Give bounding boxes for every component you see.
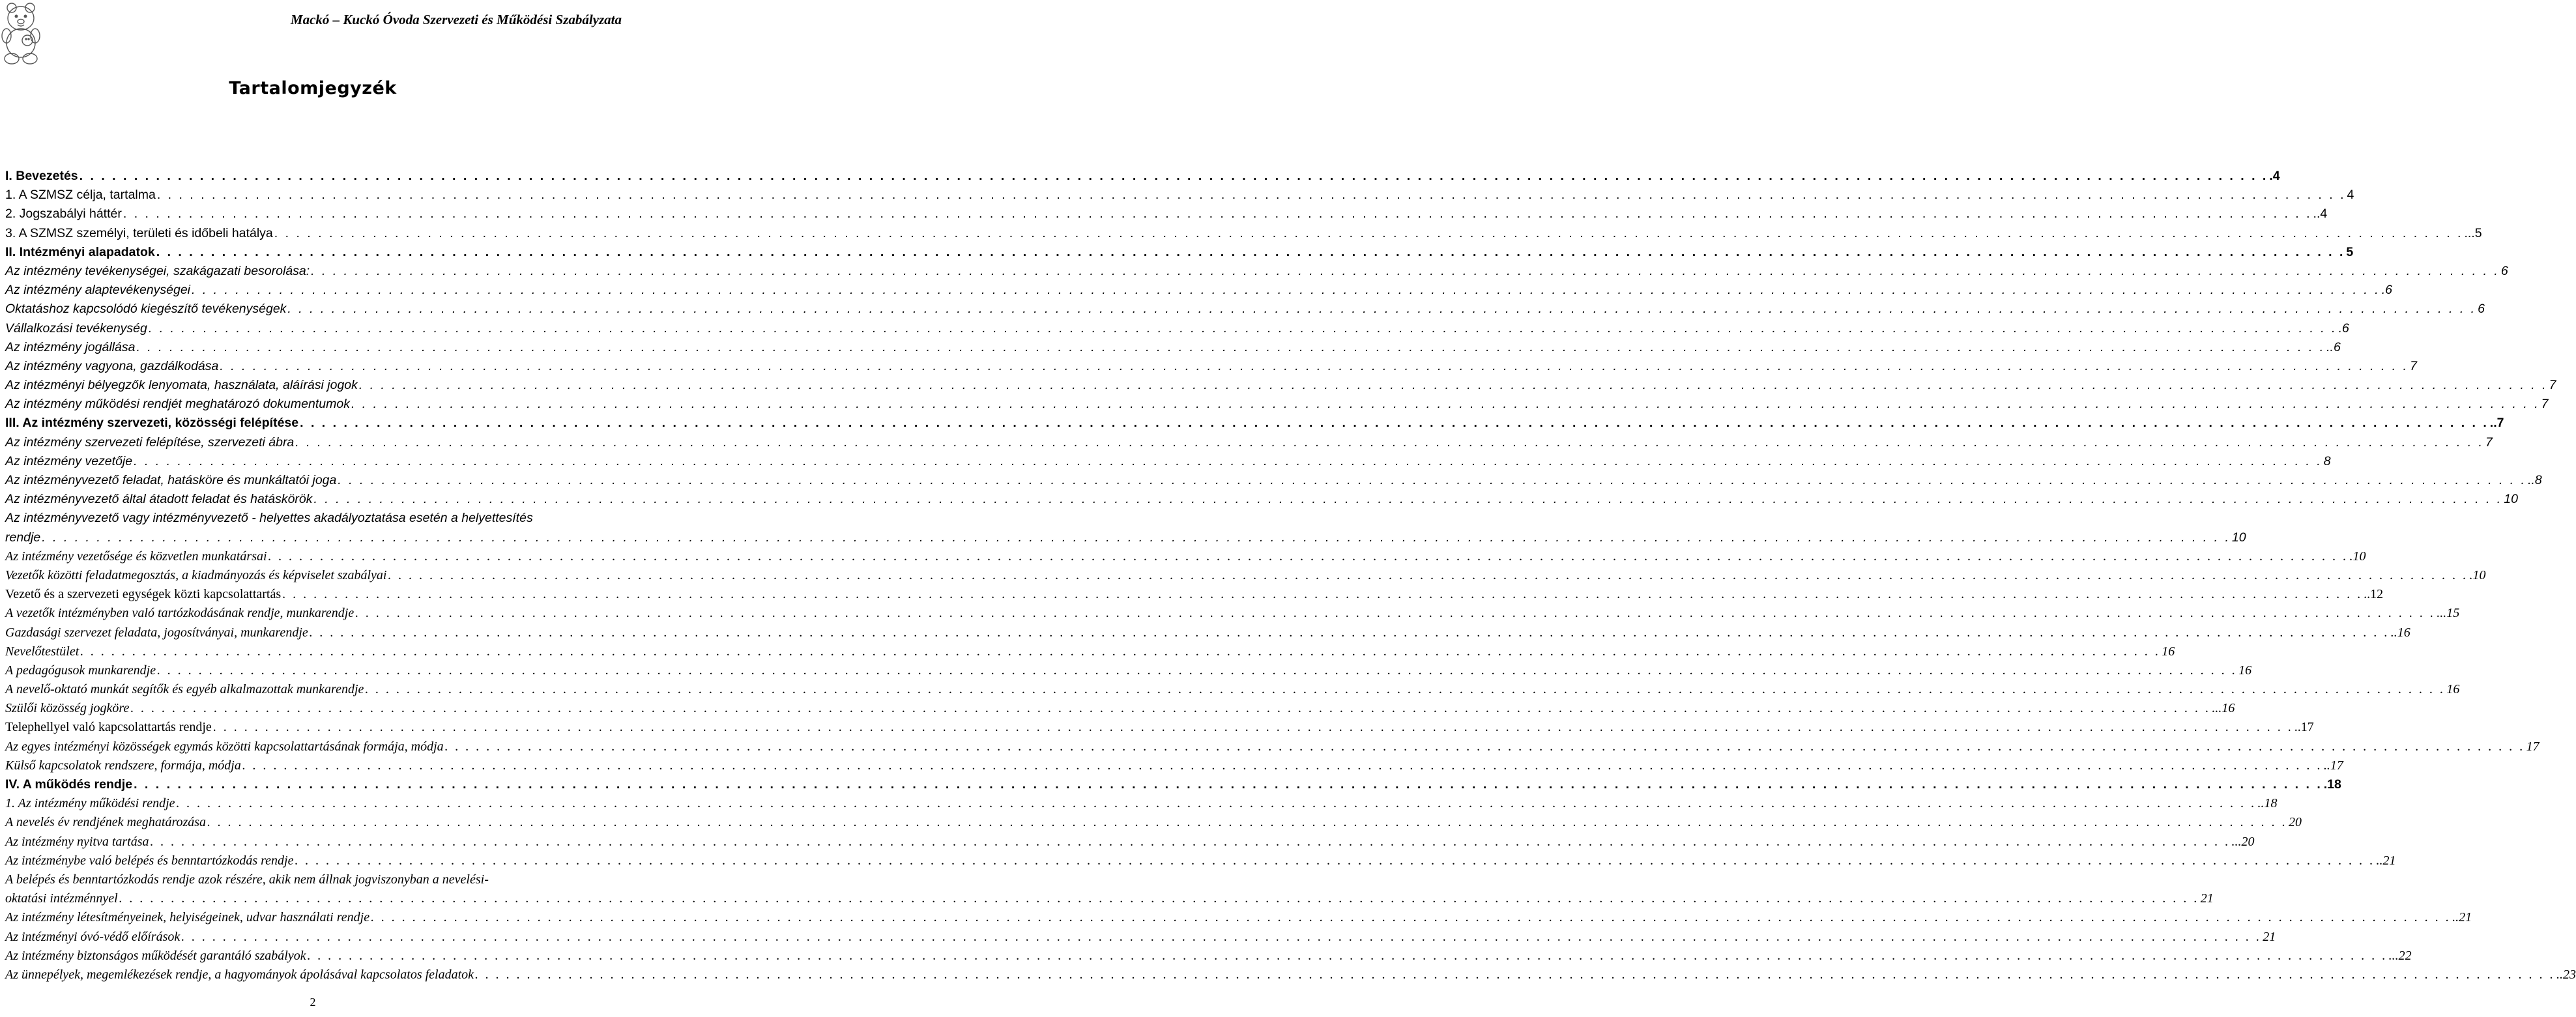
toc-entry-label: Az intézménybe való belépés és benntartózkodás rendje (5, 853, 294, 868)
toc-entry-label: Az intézményvezető által átadott feladat és hatáskörök (5, 492, 313, 507)
toc-entry-label: Az intézmény létesítményeinek, helyiségeinek, udvar használati rendje (5, 910, 370, 925)
document-header: Mackó – Kuckó Óvoda Szervezeti és Működési Szabályzata (290, 12, 622, 27)
toc-entry[interactable] (5, 966, 2576, 984)
toc-entry-page: .10 (2349, 549, 2366, 564)
toc-entry[interactable] (5, 947, 2412, 966)
toc-entry-label: Az intézmény jogállása (5, 339, 136, 354)
toc-entry[interactable] (5, 224, 2482, 243)
toc-entry-label: Gazdasági szervezet feladata, jogosítványai, munkarendje (5, 625, 308, 640)
toc-dot-leader: . . . . . . . . . . . . . . . . . . . . . . . . . . . . . . . . . . . . . . . . . . . . . . . . . . . . . . . . . . . . . . . . . . . . . . . . . . . . . . . . . . . . . . . . . . . . . . . . . . . . . . . . . . . . . . . . . . . . . . . . . . . . . . . . . . . . . . . . . . . . . . . . . . . . . . . . . . . . . . . . . . . . . . . . . . . . . . . . . . . . . . . . . . . . . . . . . . . . . . . . (295, 853, 2375, 868)
toc-entry-label: Vezető és a szervezeti egységek közti kapcsolattartás (5, 587, 282, 602)
toc-entry-page: 5 (2346, 244, 2354, 259)
toc-entry[interactable] (5, 908, 2472, 927)
toc-entry-label-line1: A belépés és benntartózkodás rendje azok részére, akik nem állnak jogviszonyban a nevelési- (5, 872, 489, 887)
toc-entry[interactable] (5, 300, 2485, 319)
toc-entry-page: ..18 (2257, 796, 2278, 811)
toc-entry-label: Az intézmény vezetője (5, 453, 133, 468)
toc-entry-page: 7 (2410, 358, 2417, 373)
toc-entry-page: 7 (2541, 397, 2549, 412)
toc-dot-leader: . . . . . . . . . . . . . . . . . . . . . . . . . . . . . . . . . . . . . . . . . . . . . . . . . . . . . . . . . . . . . . . . . . . . . . . . . . . . . . . . . . . . . . . . . . . . . . . . . . . . . . . . . . . . . . . . . . . . . . . . . . . . . . . . . . . . . . . . . . . . . . . . . . . . . . . . . . . . . . . . . . . . . . . . . . . . . . . . . . . . . . . . . . . . . . . . . . . . . . . . (274, 225, 2463, 240)
toc-entry-label: 1. Az intézmény működési rendje (5, 796, 175, 811)
toc-dot-leader: . . . . . . . . . . . . . . . . . . . . . . . . . . . . . . . . . . . . . . . . . . . . . . . . . . . . . . . . . . . . . . . . . . . . . . . . . . . . . . . . . . . . . . . . . . . . . . . . . . . . . . . . . . . . . . . . . . . . . . . . . . . . . . . . . . . . . . . . . . . . . . . . . . . . . . . . . . . . . . . . . . . . . . . . . . . . . . . . . . . . . . . . . . . . . . . . . . . . . . . . (79, 169, 2268, 183)
toc-dot-leader: . . . . . . . . . . . . . . . . . . . . . . . . . . . . . . . . . . . . . . . . . . . . . . . . . . . . . . . . . . . . . . . . . . . . . . . . . . . . . . . . . . . . . . . . . . . . . . . . . . . . . . . . . . . . . . . . . . . . . . . . . . . . . . . . . . . . . . . . . . . . . . . . . . . . . . . . . . . . . . . . . . . . . . . . . . . . . . . . . . . . . . . . . . . . . . . . . . . . . . . . (475, 967, 2556, 982)
toc-dot-leader: . . . . . . . . . . . . . . . . . . . . . . . . . . . . . . . . . . . . . . . . . . . . . . . . . . . . . . . . . . . . . . . . . . . . . . . . . . . . . . . . . . . . . . . . . . . . . . . . . . . . . . . . . . . . . . . . . . . . . . . . . . . . . . . . . . . . . . . . . . . . . . . . . . . . . . . . . . . . . . . . . . . . . . . . . . . . . . . . . . . . . . . . . . . . . . . . . . . . . . . . (282, 587, 2363, 602)
toc-entry[interactable] (5, 585, 2384, 604)
toc-dot-leader: . . . . . . . . . . . . . . . . . . . . . . . . . . . . . . . . . . . . . . . . . . . . . . . . . . . . . . . . . . . . . . . . . . . . . . . . . . . . . . . . . . . . . . . . . . . . . . . . . . . . . . . . . . . . . . . . . . . . . . . . . . . . . . . . . . . . . . . . . . . . . . . . . . . . . . . . . . . . . . . . . . . . . . . . . . . . . . . . . . . . . . . . . . . . . . . . . . . . . . . . (130, 701, 2211, 716)
toc-entry-page: 4 (2347, 188, 2354, 203)
toc-entry-page: ...5 (2464, 225, 2482, 240)
toc-entry[interactable] (5, 718, 2314, 737)
toc-entry-label: Az intézmény alaptevékenységei (5, 283, 190, 298)
page-number: 2 (310, 996, 316, 1009)
toc-entry[interactable] (5, 756, 2343, 775)
toc-dot-leader: . . . . . . . . . . . . . . . . . . . . . . . . . . . . . . . . . . . . . . . . . . . . . . . . . . . . . . . . . . . . . . . . . . . . . . . . . . . . . . . . . . . . . . . . . . . . . . . . . . . . . . . . . . . . . . . . . . . . . . . . . . . . . . . . . . . . . . . . . . . . . . . . . . . . . . . . . . . . . . . . . . . . . . . . . . . . . . . . . . . . . . . . . . . . . . . . . . . . . . . . (358, 378, 2548, 393)
toc-dot-leader: . . . . . . . . . . . . . . . . . . . . . . . . . . . . . . . . . . . . . . . . . . . . . . . . . . . . . . . . . . . . . . . . . . . . . . . . . . . . . . . . . . . . . . . . . . . . . . . . . . . . . . . . . . . . . . . . . . . . . . . . . . . . . . . . . . . . . . . . . . . . . . . . . . . . . . . . . . . . . . . . . . . . . . . . . . . . . . . . . . . . . . . . . . . . . . . . . . . . . . . . (42, 530, 2231, 545)
toc-entry-page: 21 (2200, 891, 2214, 906)
toc-entry[interactable] (5, 870, 2214, 908)
toc-entry[interactable] (5, 928, 2276, 947)
toc-entry[interactable] (5, 471, 2542, 490)
toc-dot-leader: . . . . . . . . . . . . . . . . . . . . . . . . . . . . . . . . . . . . . . . . . . . . . . . . . . . . . . . . . . . . . . . . . . . . . . . . . . . . . . . . . . . . . . . . . . . . . . . . . . . . . . . . . . . . . . . . . . . . . . . . . . . . . . . . . . . . . . . . . . . . . . . . . . . . . . . . . . . . . . . . . . . . . . . . . . . . . . . . . . . . . . . . . . . . . . . . . . . . . . . . (123, 207, 2312, 222)
toc-entry-page: 6 (2500, 263, 2508, 278)
toc-entry-page: 21 (2263, 929, 2276, 944)
toc-entry-label: IV. A működés rendje (5, 777, 133, 792)
toc-dot-leader: . . . . . . . . . . . . . . . . . . . . . . . . . . . . . . . . . . . . . . . . . . . . . . . . . . . . . . . . . . . . . . . . . . . . . . . . . . . . . . . . . . . . . . . . . . . . . . . . . . . . . . . . . . . . . . . . . . . . . . . . . . . . . . . . . . . . . . . . . . . . . . . . . . . . . . . . . . . . . . . . . . . . . . . . . . . . . . . . . . . . . . . . . . . . . . . . . . . . . . . . (212, 720, 2293, 735)
toc-dot-leader: . . . . . . . . . . . . . . . . . . . . . . . . . . . . . . . . . . . . . . . . . . . . . . . . . . . . . . . . . . . . . . . . . . . . . . . . . . . . . . . . . . . . . . . . . . . . . . . . . . . . . . . . . . . . . . . . . . . . . . . . . . . . . . . . . . . . . . . . . . . . . . . . . . . . . . . . . . . . . . . . . . . . . . . . . . . . . . . . . . . . . . . . . . . . . . . . . . . . . . . . (157, 663, 2238, 678)
toc-dot-leader: . . . . . . . . . . . . . . . . . . . . . . . . . . . . . . . . . . . . . . . . . . . . . . . . . . . . . . . . . . . . . . . . . . . . . . . . . . . . . . . . . . . . . . . . . . . . . . . . . . . . . . . . . . . . . . . . . . . . . . . . . . . . . . . . . . . . . . . . . . . . . . . . . . . . . . . . . . . . . . . . . . . . . . . . . . . . . . . . . . . . . . . . . . . . . . . . . . . . . . . . (311, 263, 2500, 278)
toc-entry[interactable] (5, 699, 2235, 718)
teddy-bear-logo (0, 0, 47, 66)
page-title: Tartalomjegyzék (229, 78, 397, 98)
toc-entry-page: ..8 (2528, 473, 2542, 487)
toc-entry-page: 16 (2238, 663, 2252, 678)
toc-entry-label: Az intézmény vagyona, gazdálkodása (5, 358, 219, 373)
toc-dot-leader: . . . . . . . . . . . . . . . . . . . . . . . . . . . . . . . . . . . . . . . . . . . . . . . . . . . . . . . . . . . . . . . . . . . . . . . . . . . . . . . . . . . . . . . . . . . . . . . . . . . . . . . . . . . . . . . . . . . . . . . . . . . . . . . . . . . . . . . . . . . . . . . . . . . . . . . . . . . . . . . . . . . . . . . . . . . . . . . . . . . . . . . . . . . . . . . . . . . . . . . . (176, 796, 2257, 811)
toc-dot-leader: . . . . . . . . . . . . . . . . . . . . . . . . . . . . . . . . . . . . . . . . . . . . . . . . . . . . . . . . . . . . . . . . . . . . . . . . . . . . . . . . . . . . . . . . . . . . . . . . . . . . . . . . . . . . . . . . . . . . . . . . . . . . . . . . . . . . . . . . . . . . . . . . . . . . . . . . . . . . . . . . . . . . . . . . . . . . . . . . . . . . . . . . . . . . . . . . . . . . . . . . (444, 739, 2525, 754)
toc-dot-leader: . . . . . . . . . . . . . . . . . . . . . . . . . . . . . . . . . . . . . . . . . . . . . . . . . . . . . . . . . . . . . . . . . . . . . . . . . . . . . . . . . . . . . . . . . . . . . . . . . . . . . . . . . . . . . . . . . . . . . . . . . . . . . . . . . . . . . . . . . . . . . . . . . . . . . . . . . . . . . . . . . . . . . . . . . . . . . . . . . . . . . . . . . . . . . . . . . . . . . . . . (309, 625, 2390, 640)
toc-entry[interactable] (5, 357, 2417, 376)
toc-entry-label: Az ünnepélyek, megemlékezések rendje, a hagyományok ápolásával kapcsolatos feladatok (5, 967, 474, 982)
toc-entry-label: A nevelő-oktató munkát segítők és egyéb alkalmazottak munkarendje (5, 682, 364, 697)
toc-entry-label-line1: Az intézményvezető vagy intézményvezető - helyettes akadályoztatása esetén a helyettesítés (5, 511, 533, 526)
toc-entry-label: Vállalkozási tevékenység (5, 321, 147, 336)
toc-entry-page: 16 (2162, 644, 2175, 659)
toc-entry[interactable] (5, 775, 2341, 794)
toc-entry-page: .18 (2323, 777, 2341, 792)
toc-entry[interactable] (5, 281, 2392, 300)
toc-entry[interactable] (5, 338, 2341, 357)
toc-entry-page: .6 (2338, 321, 2349, 336)
toc-entry-page: 16 (2446, 682, 2460, 697)
toc-dot-leader: . . . . . . . . . . . . . . . . . . . . . . . . . . . . . . . . . . . . . . . . . . . . . . . . . . . . . . . . . . . . . . . . . . . . . . . . . . . . . . . . . . . . . . . . . . . . . . . . . . . . . . . . . . . . . . . . . . . . . . . . . . . . . . . . . . . . . . . . . . . . . . . . . . . . . . . . . . . . . . . . . . . . . . . . . . . . . . . . . . . . . . . . . . . . . . . . . . . . . . . . (355, 606, 2436, 621)
toc-entry[interactable] (5, 167, 2280, 186)
toc-entry-page: .10 (2469, 567, 2486, 582)
toc-dot-leader: . . . . . . . . . . . . . . . . . . . . . . . . . . . . . . . . . . . . . . . . . . . . . . . . . . . . . . . . . . . . . . . . . . . . . . . . . . . . . . . . . . . . . . . . . . . . . . . . . . . . . . . . . . . . . . . . . . . . . . . . . . . . . . . . . . . . . . . . . . . . . . . . . . . . . . . . . . . . . . . . . . . . . . . . . . . . . . . . . . . . . . . . . . . . . . . . . . . . . . . . (156, 188, 2346, 203)
toc-dot-leader: . . . . . . . . . . . . . . . . . . . . . . . . . . . . . . . . . . . . . . . . . . . . . . . . . . . . . . . . . . . . . . . . . . . . . . . . . . . . . . . . . . . . . . . . . . . . . . . . . . . . . . . . . . . . . . . . . . . . . . . . . . . . . . . . . . . . . . . . . . . . . . . . . . . . . . . . . . . . . . . . . . . . . . . . . . . . . . . . . . . . . . . . . . . . . . . . . . . . . . . . (287, 302, 2477, 317)
toc-entry-page: ...16 (2212, 701, 2235, 716)
toc-dot-leader: . . . . . . . . . . . . . . . . . . . . . . . . . . . . . . . . . . . . . . . . . . . . . . . . . . . . . . . . . . . . . . . . . . . . . . . . . . . . . . . . . . . . . . . . . . . . . . . . . . . . . . . . . . . . . . . . . . . . . . . . . . . . . . . . . . . . . . . . . . . . . . . . . . . . . . . . . . . . . . . . . . . . . . . . . . . . . . . . . . . . . . . . . . . . . . . . . . . . . . . . (220, 358, 2409, 373)
toc-dot-leader: . . . . . . . . . . . . . . . . . . . . . . . . . . . . . . . . . . . . . . . . . . . . . . . . . . . . . . . . . . . . . . . . . . . . . . . . . . . . . . . . . . . . . . . . . . . . . . . . . . . . . . . . . . . . . . . . . . . . . . . . . . . . . . . . . . . . . . . . . . . . . . . . . . . . . . . . . . . . . . . . . . . . . . . . . . . . . . . . . . . . . . . . . . . . . . . . . . . . . . . . (371, 910, 2452, 925)
toc-entry[interactable] (5, 642, 2175, 661)
toc-entry-label: rendje (5, 530, 41, 545)
toc-dot-leader: . . . . . . . . . . . . . . . . . . . . . . . . . . . . . . . . . . . . . . . . . . . . . . . . . . . . . . . . . . . . . . . . . . . . . . . . . . . . . . . . . . . . . . . . . . . . . . . . . . . . . . . . . . . . . . . . . . . . . . . . . . . . . . . . . . . . . . . . . . . . . . . . . . . . . . . . . . . . . . . . . . . . . . . . . . . . . . . . . . . . . . . . . . . . . . . . . . . . . . . . (295, 435, 2484, 450)
toc-entry[interactable] (5, 566, 2486, 585)
toc-dot-leader: . . . . . . . . . . . . . . . . . . . . . . . . . . . . . . . . . . . . . . . . . . . . . . . . . . . . . . . . . . . . . . . . . . . . . . . . . . . . . . . . . . . . . . . . . . . . . . . . . . . . . . . . . . . . . . . . . . . . . . . . . . . . . . . . . . . . . . . . . . . . . . . . . . . . . . . . . . . . . . . . . . . . . . . . . . . . . . . . . . . . . . . . . . . . . . . . . . . . . . . . (150, 834, 2231, 849)
toc-entry-label: Az intézmény tevékenységei, szakágazati besorolása: (5, 263, 310, 278)
toc-entry-page: ..12 (2364, 587, 2384, 602)
toc-entry-page: 10 (2231, 530, 2246, 545)
toc-entry-label: 3. A SZMSZ személyi, területi és időbeli hatálya (5, 225, 273, 240)
toc-entry-label: A pedagógusok munkarendje (5, 663, 156, 678)
toc-entry-label: Az intézmény nyitva tartása (5, 834, 149, 849)
toc-entry-page: 6 (2478, 302, 2485, 317)
toc-dot-leader: . . . . . . . . . . . . . . . . . . . . . . . . . . . . . . . . . . . . . . . . . . . . . . . . . . . . . . . . . . . . . . . . . . . . . . . . . . . . . . . . . . . . . . . . . . . . . . . . . . . . . . . . . . . . . . . . . . . . . . . . . . . . . . . . . . . . . . . . . . . . . . . . . . . . . . . . . . . . . . . . . . . . . . . . . . . . . . . . . . . . . . . . . . . . . . . . . . . . . . . . (300, 416, 2489, 431)
toc-entry-page: ..17 (2294, 720, 2314, 735)
toc-entry-page: ...20 (2231, 834, 2255, 849)
toc-dot-leader: . . . . . . . . . . . . . . . . . . . . . . . . . . . . . . . . . . . . . . . . . . . . . . . . . . . . . . . . . . . . . . . . . . . . . . . . . . . . . . . . . . . . . . . . . . . . . . . . . . . . . . . . . . . . . . . . . . . . . . . . . . . . . . . . . . . . . . . . . . . . . . . . . . . . . . . . . . . . . . . . . . . . . . . . . . . . . . . . . . . . . . . . . . . . . . . . . . . . . . . . (156, 244, 2345, 259)
toc-entry-label: A vezetők intézményben való tartózkodásának rendje, munkarendje (5, 606, 355, 621)
toc-entry-label: 1. A SZMSZ célja, tartalma (5, 188, 156, 203)
toc-entry-page: ..6 (2326, 339, 2341, 354)
toc-entry[interactable] (5, 852, 2396, 870)
toc-entry[interactable] (5, 680, 2460, 699)
toc-entry-label: Oktatáshoz kapcsolódó kiegészítő tevékenységek (5, 302, 287, 317)
toc-entry-page: ..4 (2313, 207, 2328, 222)
toc-entry-label: Szülői közösség jogköre (5, 701, 130, 716)
toc-entry-page: .6 (2381, 283, 2392, 298)
toc-entry[interactable] (5, 604, 2460, 623)
toc-entry[interactable] (5, 547, 2366, 566)
toc-dot-leader: . . . . . . . . . . . . . . . . . . . . . . . . . . . . . . . . . . . . . . . . . . . . . . . . . . . . . . . . . . . . . . . . . . . . . . . . . . . . . . . . . . . . . . . . . . . . . . . . . . . . . . . . . . . . . . . . . . . . . . . . . . . . . . . . . . . . . . . . . . . . . . . . . . . . . . . . . . . . . . . . . . . . . . . . . . . . . . . . . . . . . . . . . . . . . . . . . . . . . . . . (134, 777, 2323, 792)
toc-entry[interactable] (5, 262, 2508, 281)
toc-entry-label: Az intézmény biztonságos működését garantáló szabályok (5, 948, 306, 963)
toc-entry-label: I. Bevezetés (5, 169, 78, 183)
toc-entry-page: ..7 (2489, 416, 2504, 431)
toc-entry[interactable] (5, 376, 2556, 395)
toc-entry[interactable] (5, 509, 2246, 547)
toc-entry[interactable] (5, 243, 2354, 262)
toc-dot-leader: . . . . . . . . . . . . . . . . . . . . . . . . . . . . . . . . . . . . . . . . . . . . . . . . . . . . . . . . . . . . . . . . . . . . . . . . . . . . . . . . . . . . . . . . . . . . . . . . . . . . . . . . . . . . . . . . . . . . . . . . . . . . . . . . . . . . . . . . . . . . . . . . . . . . . . . . . . . . . . . . . . . . . . . . . . . . . . . . . . . . . . . . . . . . . . . . . . . . . . . . (242, 758, 2323, 773)
toc-entry[interactable] (5, 661, 2252, 680)
toc-entry-label: Az intézmény szervezeti felépítése, szervezeti ábra (5, 435, 295, 450)
toc-dot-leader: . . . . . . . . . . . . . . . . . . . . . . . . . . . . . . . . . . . . . . . . . . . . . . . . . . . . . . . . . . . . . . . . . . . . . . . . . . . . . . . . . . . . . . . . . . . . . . . . . . . . . . . . . . . . . . . . . . . . . . . . . . . . . . . . . . . . . . . . . . . . . . . . . . . . . . . . . . . . . . . . . . . . . . . . . . . . . . . . . . . . . . . . . . . . . . . . . . . . . . . . (365, 682, 2446, 697)
toc-dot-leader: . . . . . . . . . . . . . . . . . . . . . . . . . . . . . . . . . . . . . . . . . . . . . . . . . . . . . . . . . . . . . . . . . . . . . . . . . . . . . . . . . . . . . . . . . . . . . . . . . . . . . . . . . . . . . . . . . . . . . . . . . . . . . . . . . . . . . . . . . . . . . . . . . . . . . . . . . . . . . . . . . . . . . . . . . . . . . . . . . . . . . . . . . . . . . . . . . . . . . . . . (338, 473, 2527, 487)
toc-entry-page: 8 (2323, 453, 2331, 468)
toc-dot-leader: . . . . . . . . . . . . . . . . . . . . . . . . . . . . . . . . . . . . . . . . . . . . . . . . . . . . . . . . . . . . . . . . . . . . . . . . . . . . . . . . . . . . . . . . . . . . . . . . . . . . . . . . . . . . . . . . . . . . . . . . . . . . . . . . . . . . . . . . . . . . . . . . . . . . . . . . . . . . . . . . . . . . . . . . . . . . . . . . . . . . . . . . . . . . . . . . . . . . . . . . (307, 948, 2388, 963)
toc-entry[interactable] (5, 794, 2278, 813)
toc-entry[interactable] (5, 414, 2504, 433)
toc-dot-leader: . . . . . . . . . . . . . . . . . . . . . . . . . . . . . . . . . . . . . . . . . . . . . . . . . . . . . . . . . . . . . . . . . . . . . . . . . . . . . . . . . . . . . . . . . . . . . . . . . . . . . . . . . . . . . . . . . . . . . . . . . . . . . . . . . . . . . . . . . . . . . . . . . . . . . . . . . . . . . . . . . . . . . . . . . . . . . . . . . . . . . . . . . . . . . . . . . . . . . . . . (134, 453, 2323, 468)
toc-entry[interactable] (5, 490, 2518, 509)
toc-entry-label: Telephellyel való kapcsolattartás rendje (5, 720, 212, 735)
toc-entry[interactable] (5, 738, 2540, 756)
toc-entry-label: Az intézmény működési rendjét meghatározó dokumentumok (5, 397, 350, 412)
toc-entry-page: ..16 (2390, 625, 2410, 640)
toc-entry-page: ..21 (2376, 853, 2396, 868)
toc-entry-label: II. Intézményi alapadatok (5, 244, 155, 259)
toc-entry-page: ..21 (2452, 910, 2472, 925)
toc-dot-leader: . . . . . . . . . . . . . . . . . . . . . . . . . . . . . . . . . . . . . . . . . . . . . . . . . . . . . . . . . . . . . . . . . . . . . . . . . . . . . . . . . . . . . . . . . . . . . . . . . . . . . . . . . . . . . . . . . . . . . . . . . . . . . . . . . . . . . . . . . . . . . . . . . . . . . . . . . . . . . . . . . . . . . . . . . . . . . . . . . . . . . . . . . . . . . . . . . . . . . . . . (119, 891, 2199, 906)
toc-entry-label: Vezetők közötti feladatmegosztás, a kiadmányozás és képviselet szabályai (5, 567, 387, 582)
toc-entry-label: A nevelés év rendjének meghatározása (5, 815, 207, 830)
toc-entry[interactable] (5, 186, 2354, 205)
toc-entry-page: .4 (2269, 169, 2280, 183)
toc-dot-leader: . . . . . . . . . . . . . . . . . . . . . . . . . . . . . . . . . . . . . . . . . . . . . . . . . . . . . . . . . . . . . . . . . . . . . . . . . . . . . . . . . . . . . . . . . . . . . . . . . . . . . . . . . . . . . . . . . . . . . . . . . . . . . . . . . . . . . . . . . . . . . . . . . . . . . . . . . . . . . . . . . . . . . . . . . . . . . . . . . . . . . . . . . . . . . . . . . . . . . . . . (192, 283, 2381, 298)
toc-dot-leader: . . . . . . . . . . . . . . . . . . . . . . . . . . . . . . . . . . . . . . . . . . . . . . . . . . . . . . . . . . . . . . . . . . . . . . . . . . . . . . . . . . . . . . . . . . . . . . . . . . . . . . . . . . . . . . . . . . . . . . . . . . . . . . . . . . . . . . . . . . . . . . . . . . . . . . . . . . . . . . . . . . . . . . . . . . . . . . . . . . . . . . . . . . . . . . . . . . . . . . . . (148, 321, 2337, 336)
toc-dot-leader: . . . . . . . . . . . . . . . . . . . . . . . . . . . . . . . . . . . . . . . . . . . . . . . . . . . . . . . . . . . . . . . . . . . . . . . . . . . . . . . . . . . . . . . . . . . . . . . . . . . . . . . . . . . . . . . . . . . . . . . . . . . . . . . . . . . . . . . . . . . . . . . . . . . . . . . . . . . . . . . . . . . . . . . . . . . . . . . . . . . . . . . . . . . . . . . . . . . . . . . . (80, 644, 2161, 659)
toc-entry-label: III. Az intézmény szervezeti, közösségi felépítése (5, 416, 299, 431)
toc-entry[interactable] (5, 623, 2410, 642)
toc-dot-leader: . . . . . . . . . . . . . . . . . . . . . . . . . . . . . . . . . . . . . . . . . . . . . . . . . . . . . . . . . . . . . . . . . . . . . . . . . . . . . . . . . . . . . . . . . . . . . . . . . . . . . . . . . . . . . . . . . . . . . . . . . . . . . . . . . . . . . . . . . . . . . . . . . . . . . . . . . . . . . . . . . . . . . . . . . . . . . . . . . . . . . . . . . . . . . . . . . . . . . . . . (207, 815, 2288, 830)
toc-entry-label: 2. Jogszabályi háttér (5, 207, 122, 222)
toc-entry-page: ..17 (2323, 758, 2343, 773)
toc-entry-label: Az intézmény vezetősége és közvetlen munkatársai (5, 549, 267, 564)
toc-entry-label: Az intézményi bélyegzők lenyomata, használata, aláírási jogok (5, 378, 358, 393)
toc-entry-page: 7 (2485, 435, 2493, 450)
toc-dot-leader: . . . . . . . . . . . . . . . . . . . . . . . . . . . . . . . . . . . . . . . . . . . . . . . . . . . . . . . . . . . . . . . . . . . . . . . . . . . . . . . . . . . . . . . . . . . . . . . . . . . . . . . . . . . . . . . . . . . . . . . . . . . . . . . . . . . . . . . . . . . . . . . . . . . . . . . . . . . . . . . . . . . . . . . . . . . . . . . . . . . . . . . . . . . . . . . . . . . . . . . . (313, 492, 2503, 507)
toc-entry-label: Az intézményi óvó-védő előírások (5, 929, 181, 944)
toc-entry-label: Az intézményvezető feladat, hatásköre és munkáltatói joga (5, 473, 337, 487)
toc-entry-label: Nevelőtestület (5, 644, 80, 659)
toc-entry[interactable] (5, 205, 2328, 223)
toc-dot-leader: . . . . . . . . . . . . . . . . . . . . . . . . . . . . . . . . . . . . . . . . . . . . . . . . . . . . . . . . . . . . . . . . . . . . . . . . . . . . . . . . . . . . . . . . . . . . . . . . . . . . . . . . . . . . . . . . . . . . . . . . . . . . . . . . . . . . . . . . . . . . . . . . . . . . . . . . . . . . . . . . . . . . . . . . . . . . . . . . . . . . . . . . . . . . . . . . . . . . . . . . (351, 397, 2540, 412)
toc-entry[interactable] (5, 395, 2549, 414)
toc-entry[interactable] (5, 319, 2349, 338)
toc-entry-page: 17 (2526, 739, 2540, 754)
toc-entry-label: Az egyes intézményi közösségek egymás közötti kapcsolattartásának formája, módja (5, 739, 444, 754)
toc-entry-page: ...22 (2388, 948, 2412, 963)
toc-entry[interactable] (5, 833, 2255, 852)
toc-entry[interactable] (5, 452, 2331, 471)
toc-entry-label: oktatási intézménnyel (5, 891, 118, 906)
toc-entry[interactable] (5, 433, 2493, 452)
toc-entry-page: 7 (2549, 378, 2556, 393)
toc-entry-page: ..23 (2556, 967, 2576, 982)
toc-entry-label: Külső kapcsolatok rendszere, formája, módja (5, 758, 241, 773)
toc-dot-leader: . . . . . . . . . . . . . . . . . . . . . . . . . . . . . . . . . . . . . . . . . . . . . . . . . . . . . . . . . . . . . . . . . . . . . . . . . . . . . . . . . . . . . . . . . . . . . . . . . . . . . . . . . . . . . . . . . . . . . . . . . . . . . . . . . . . . . . . . . . . . . . . . . . . . . . . . . . . . . . . . . . . . . . . . . . . . . . . . . . . . . . . . . . . . . . . . . . . . . . . . (388, 567, 2468, 582)
toc-dot-leader: . . . . . . . . . . . . . . . . . . . . . . . . . . . . . . . . . . . . . . . . . . . . . . . . . . . . . . . . . . . . . . . . . . . . . . . . . . . . . . . . . . . . . . . . . . . . . . . . . . . . . . . . . . . . . . . . . . . . . . . . . . . . . . . . . . . . . . . . . . . . . . . . . . . . . . . . . . . . . . . . . . . . . . . . . . . . . . . . . . . . . . . . . . . . . . . . . . . . . . . . (181, 929, 2262, 944)
toc-entry[interactable] (5, 813, 2302, 832)
toc-entry-page: 10 (2504, 492, 2518, 507)
toc-entry-page: 20 (2289, 815, 2302, 830)
toc-dot-leader: . . . . . . . . . . . . . . . . . . . . . . . . . . . . . . . . . . . . . . . . . . . . . . . . . . . . . . . . . . . . . . . . . . . . . . . . . . . . . . . . . . . . . . . . . . . . . . . . . . . . . . . . . . . . . . . . . . . . . . . . . . . . . . . . . . . . . . . . . . . . . . . . . . . . . . . . . . . . . . . . . . . . . . . . . . . . . . . . . . . . . . . . . . . . . . . . . . . . . . . . (136, 339, 2326, 354)
toc-entry-page: ...15 (2437, 606, 2460, 621)
toc-dot-leader: . . . . . . . . . . . . . . . . . . . . . . . . . . . . . . . . . . . . . . . . . . . . . . . . . . . . . . . . . . . . . . . . . . . . . . . . . . . . . . . . . . . . . . . . . . . . . . . . . . . . . . . . . . . . . . . . . . . . . . . . . . . . . . . . . . . . . . . . . . . . . . . . . . . . . . . . . . . . . . . . . . . . . . . . . . . . . . . . . . . . . . . . . . . . . . . . . . . . . . . . (268, 549, 2349, 564)
table-of-contents (5, 167, 2576, 984)
